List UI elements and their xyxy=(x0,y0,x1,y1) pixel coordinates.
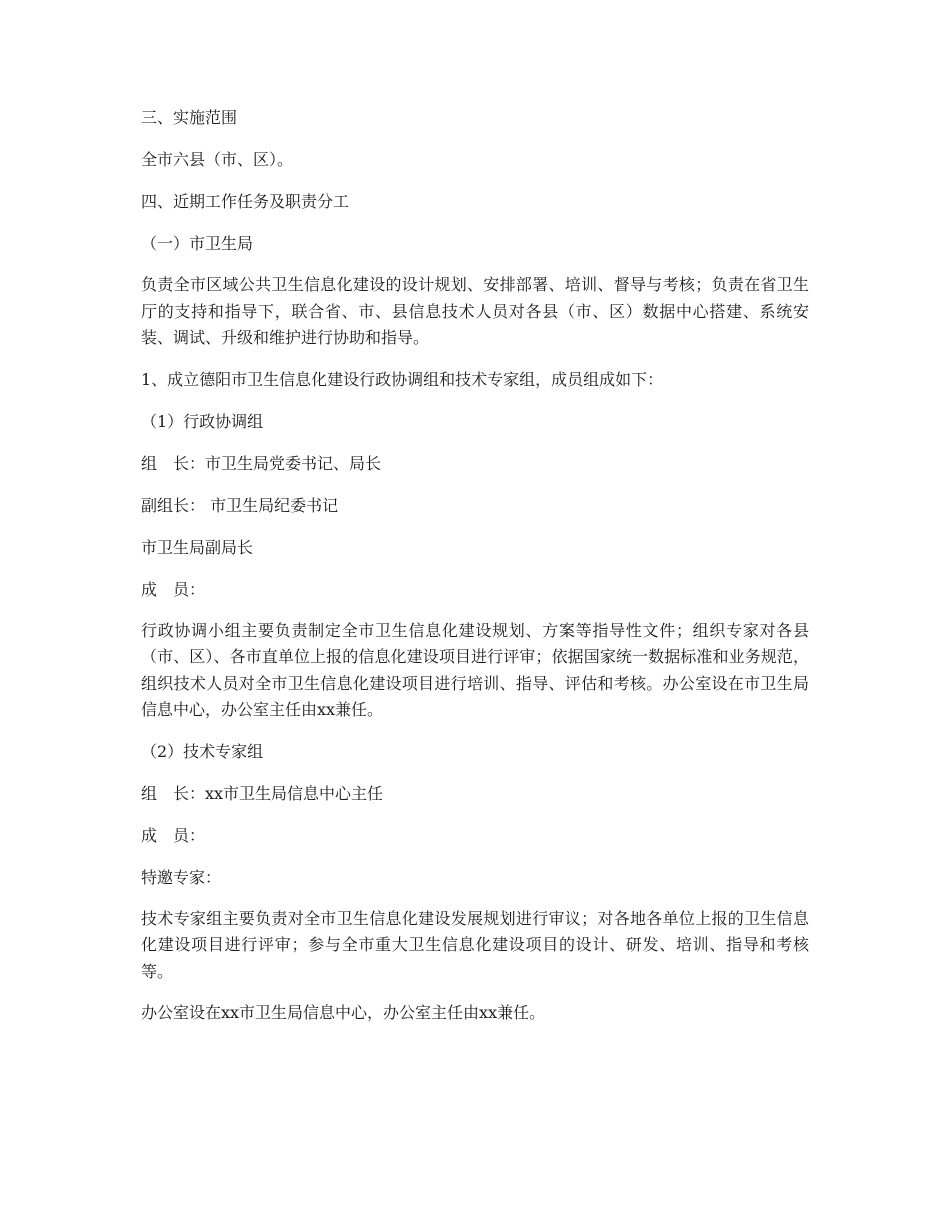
item1: 1、成立德阳市卫生信息化建设行政协调组和技术专家组，成员组成如下： xyxy=(141,369,664,389)
tech-group-heading: （2）技术专家组 xyxy=(141,741,264,761)
admin-group-heading: （1）行政协调组 xyxy=(141,411,264,431)
admin-deputy: 副组长： 市卫生局纪委书记 xyxy=(141,495,339,515)
admin-members: 成 员： xyxy=(141,579,206,599)
document-page xyxy=(141,104,809,1041)
tech-members: 成 员： xyxy=(141,825,206,845)
admin-duties: 行政协调小组主要负责制定全市卫生信息化建设规划、方案等指导性文件；组织专家对各县（市、区）、各市直单位上报的信息化建设项目进行评审；依据国家统一数据标准和业务规范，组织技术人员对全市卫生信息化建设项目进行培训、指导、评估和考核。办公室设在市卫生局信息中心，办公室主任由xx兼任。 xyxy=(141,620,809,719)
tech-invited: 特邀专家： xyxy=(141,867,222,887)
admin-leader: 组 长：市卫生局党委书记、局长 xyxy=(141,453,382,473)
section3-heading: 三、实施范围 xyxy=(141,108,238,127)
section4-heading: 四、近期工作任务及职责分工 xyxy=(141,192,350,211)
admin-deputy2: 市卫生局副局长 xyxy=(141,537,254,557)
tech-office: 办公室设在xx市卫生局信息中心，办公室主任由xx兼任。 xyxy=(141,1003,546,1022)
section3-body: 全市六县（市、区）。 xyxy=(141,150,294,169)
sub1-body: 负责全市区域公共卫生信息化建设的设计规划、安排部署、培训、督导与考核；负责在省卫生厅的支持和指导下，联合省、市、县信息技术人员对各县（市、区）数据中心搭建、系统安装、调试、升级和维护进行协助和指导。 xyxy=(141,275,809,347)
sub1-heading: （一）市卫生局 xyxy=(141,234,254,253)
tech-duties: 技术专家组主要负责对全市卫生信息化建设发展规划进行审议；对各地各单位上报的卫生信息化建设项目进行评审；参与全市重大卫生信息化建设项目的设计、研发、培训、指导和考核等。 xyxy=(141,908,809,981)
tech-leader: 组 长：xx市卫生局信息中心主任 xyxy=(141,783,384,803)
